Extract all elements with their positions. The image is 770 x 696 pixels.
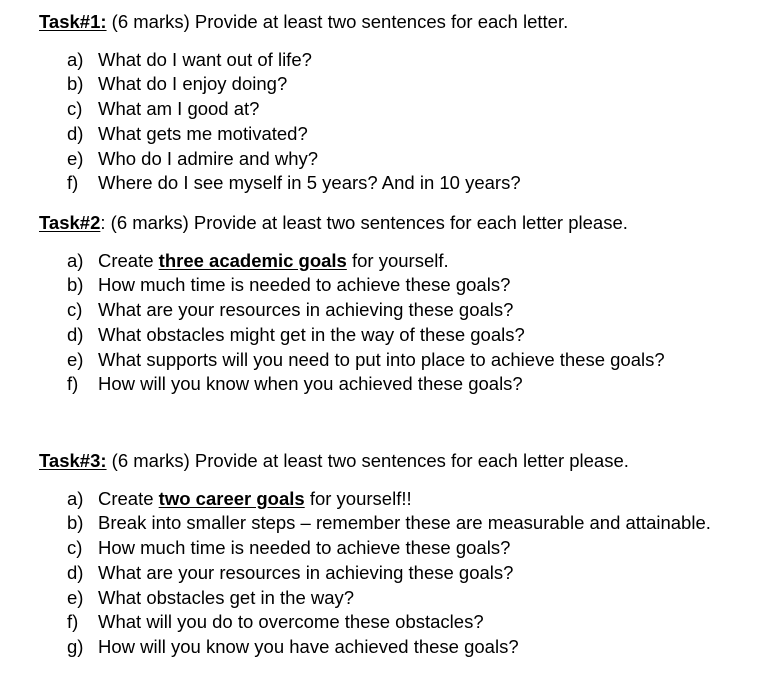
list-item — [67, 372, 665, 397]
item-text: What will you do to overcome these obstacles? — [98, 611, 484, 633]
list-item — [67, 48, 521, 73]
item-text: What do I enjoy doing? — [98, 73, 288, 95]
list-item — [67, 511, 711, 536]
item-text: What are your resources in achieving these goals? — [98, 299, 514, 321]
task2-instructions: : (6 marks) Provide at least two sentences for each letter please. — [100, 212, 628, 233]
list-item — [67, 561, 711, 586]
item-letter: e) — [67, 147, 84, 169]
item-letter: c) — [67, 537, 83, 559]
item-text: What are your resources in achieving these goals? — [98, 561, 514, 583]
list-item — [67, 635, 711, 660]
emphasized-goal: three academic goals — [158, 249, 347, 271]
task1-heading — [39, 11, 568, 33]
item-text: How much time is needed to achieve these goals? — [98, 537, 511, 559]
task3-label: Task#3: — [39, 450, 107, 471]
item-text: What supports will you need to put into place to achieve these goals? — [98, 348, 665, 370]
list-item — [67, 249, 665, 274]
emphasized-goal: two career goals — [158, 487, 305, 509]
item-letter: d) — [67, 561, 84, 583]
item-letter: b) — [67, 73, 84, 95]
task1-label: Task#1: — [39, 11, 107, 32]
item-letter: e) — [67, 586, 84, 608]
item-letter: d) — [67, 323, 84, 345]
item-text: What obstacles might get in the way of these goals? — [98, 323, 525, 345]
task3-instructions: (6 marks) Provide at least two sentences for each letter please. — [106, 450, 629, 471]
task2-heading — [39, 212, 628, 234]
list-item — [67, 586, 711, 611]
task3-heading — [39, 450, 629, 472]
item-letter: e) — [67, 348, 84, 370]
item-text-pre: Create — [98, 249, 159, 271]
task2-list — [67, 249, 665, 398]
task1-instructions: (6 marks) Provide at least two sentences for each letter. — [106, 11, 569, 32]
list-item — [67, 610, 711, 635]
item-letter: a) — [67, 249, 84, 271]
item-text: What am I good at? — [98, 98, 260, 120]
list-item — [67, 147, 521, 172]
task1-list — [67, 48, 521, 197]
item-text-pre: Create — [98, 487, 159, 509]
item-letter: d) — [67, 122, 84, 144]
item-letter: f) — [67, 172, 79, 194]
item-text: Break into smaller steps – remember these are measurable and attainable. — [98, 512, 711, 534]
item-text: Who do I admire and why? — [98, 147, 319, 169]
item-letter: f) — [67, 611, 79, 633]
task2-label: Task#2 — [39, 212, 101, 233]
list-item — [67, 536, 711, 561]
item-letter: g) — [67, 636, 84, 658]
item-letter: b) — [67, 274, 84, 296]
task3-list — [67, 487, 711, 661]
item-text: How will you know when you achieved these goals? — [98, 373, 523, 395]
list-item — [67, 323, 665, 348]
item-text: What obstacles get in the way? — [98, 586, 355, 608]
item-text: Where do I see myself in 5 years? And in 10 years? — [98, 172, 521, 194]
list-item — [67, 97, 521, 122]
item-letter: a) — [67, 487, 84, 509]
item-text-post: for yourself. — [346, 249, 449, 271]
item-letter: f) — [67, 373, 79, 395]
list-item — [67, 122, 521, 147]
item-letter: b) — [67, 512, 84, 534]
item-text-post: for yourself!! — [304, 487, 412, 509]
item-letter: a) — [67, 48, 84, 70]
item-letter: c) — [67, 98, 83, 120]
item-text: How will you know you have achieved these goals? — [98, 636, 519, 658]
list-item — [67, 72, 521, 97]
list-item — [67, 273, 665, 298]
list-item — [67, 348, 665, 373]
list-item — [67, 487, 711, 512]
item-text: What gets me motivated? — [98, 122, 308, 144]
list-item — [67, 171, 521, 196]
item-text: What do I want out of life? — [98, 48, 312, 70]
item-text: How much time is needed to achieve these goals? — [98, 274, 511, 296]
list-item — [67, 298, 665, 323]
item-letter: c) — [67, 299, 83, 321]
